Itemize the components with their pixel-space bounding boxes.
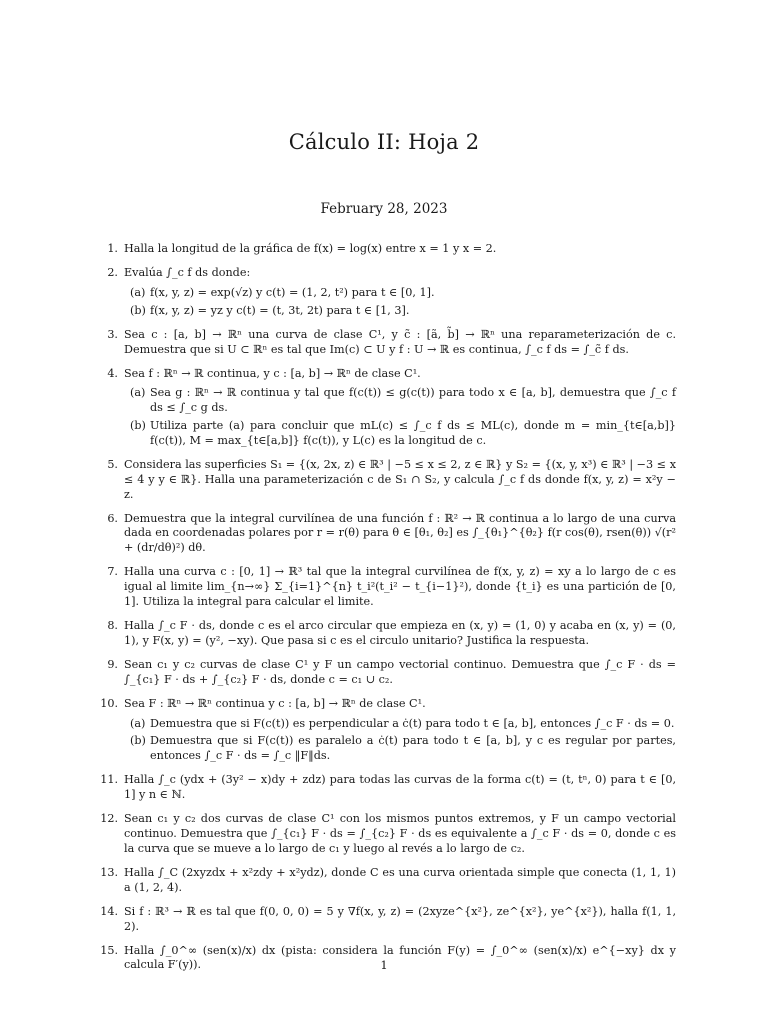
problem-number: 8. — [107, 619, 118, 633]
subproblem-text: Utiliza parte (a) para concluir que mL(c) ≤ ∫_c f ds ≤ ML(c), donde m = min_{t∈[a,b]} f(c(t)), M = max_{t∈[a,b]} f(c(t)), y L(c) es la longitud de c. — [150, 419, 676, 447]
subproblem-item — [124, 286, 676, 301]
problem-text: Si f : ℝ³ → ℝ es tal que f(0, 0, 0) = 5 y ∇f(x, y, z) = (2xyze^{x²}, ze^{x²}, ye^{x²}), halla f(1, 1, 2). — [124, 904, 676, 933]
subproblem-text: Demuestra que si F(c(t)) es perpendicular a ċ(t) para todo t ∈ [a, b], entonces ∫_c F · ds = 0. — [150, 716, 675, 730]
subproblem-text: Demuestra que si F(c(t)) es paralelo a ċ(t) para todo t ∈ [a, b], y c es regular por partes, entonces ∫_c F · ds = ∫_c ‖F‖ds. — [150, 734, 676, 763]
subproblem-item — [124, 419, 676, 449]
problem-item — [96, 565, 676, 609]
problem-item — [96, 658, 676, 688]
problem-number: 12. — [100, 812, 118, 826]
problem-text: Halla una curva c : [0, 1] → ℝ³ tal que la integral curvilínea de f(x, y, z) = xy a lo largo de c es igual al limite lim_{n→∞} Σ_{i=1}^{n} t_i²(t_i² − t_{i−1}²), donde {t_i} es una partición de [0, 1]. Utiliza la integral para calcular el limite. — [124, 565, 676, 608]
problem-number: 9. — [107, 657, 118, 671]
page-number: 1 — [380, 958, 388, 972]
problem-text: Halla ∫_c F · ds, donde c es el arco circular que empieza en (x, y) = (1, 0) y acaba en (x, y) = (0, 1), y F(x, y) = (y², −xy). Que pasa si c es el circulo unitario? Justifica la respuesta. — [124, 619, 676, 647]
subproblem-label: (b) — [130, 734, 146, 748]
problem-text: Demuestra que la integral curvilínea de una función f : ℝ² → ℝ continua a lo largo de una curva dada en coordenadas polares por r = r(θ) para θ ∈ [θ₁, θ₂] es ∫_{θ₁}^{θ₂} f(r cos(θ), rsen(θ)) √(r² + (dr/dθ)²) dθ. — [124, 511, 676, 555]
problem-number: 4. — [107, 366, 118, 380]
problem-item — [96, 242, 676, 257]
problem-text: Sea c : [a, b] → ℝⁿ una curva de clase C¹, y c̃ : [ã, b̃] → ℝⁿ una reparameterización de c. Demuestra que si U ⊂ ℝⁿ es tal que Im(c) ⊂ U y f : U → ℝ es continua, ∫_c f ds = ∫_c̃ f ds. — [124, 327, 676, 356]
subproblem-text: f(x, y, z) = yz y c(t) = (t, 3t, 2t) para t ∈ [1, 3]. — [150, 303, 410, 317]
problem-text: Evalúa ∫_c f ds donde: — [124, 266, 251, 280]
problem-text: Halla ∫_c (ydx + (3y² − x)dy + zdz) para todas las curvas de la forma c(t) = (t, tⁿ, 0) para t ∈ [0, 1] y n ∈ ℕ. — [124, 773, 676, 802]
subproblem-item — [124, 386, 676, 416]
problem-number: 13. — [100, 865, 118, 879]
problem-item — [96, 619, 676, 649]
problem-text: Halla ∫_0^∞ (sen(x)/x) dx (pista: considera la función F(y) = ∫_0^∞ (sen(x)/x) e^{−xy} dx y calcula F′(y)). — [124, 943, 676, 972]
problem-item — [96, 367, 676, 449]
problem-item — [96, 328, 676, 358]
problem-item — [96, 697, 676, 764]
problem-number: 11. — [100, 773, 118, 787]
problem-number: 6. — [107, 511, 118, 525]
problem-list — [96, 242, 676, 983]
document-date: February 28, 2023 — [320, 201, 448, 217]
problem-item — [96, 512, 676, 556]
subproblem-item — [124, 717, 676, 732]
problem-number: 2. — [107, 266, 118, 280]
subproblem-label: (b) — [130, 303, 146, 317]
problem-text: Sea f : ℝⁿ → ℝ continua, y c : [a, b] → ℝⁿ de clase C¹. — [124, 366, 421, 380]
subproblem-list — [124, 386, 676, 448]
problem-number: 3. — [107, 327, 118, 341]
subproblem-label: (a) — [130, 386, 146, 400]
subproblem-label: (a) — [130, 285, 146, 299]
problem-number: 1. — [107, 242, 118, 255]
subproblem-label: (a) — [130, 716, 146, 730]
problem-item — [96, 812, 676, 856]
problem-text: Sean c₁ y c₂ dos curvas de clase C¹ con los mismos puntos extremos, y F un campo vectorial continuo. Demuestra que ∫_{c₁} F · ds = ∫_{c₂} F · ds es equivalente a ∫_c F · ds = 0, donde c es la curva que se mueve a lo largo de c₁ y luego al revés a lo largo de c₂. — [124, 812, 676, 855]
subproblem-label: (b) — [130, 419, 146, 433]
subproblem-text: f(x, y, z) = exp(√z) y c(t) = (1, 2, t²) para t ∈ [0, 1]. — [150, 285, 435, 299]
problem-text: Halla la longitud de la gráfica de f(x) = log(x) entre x = 1 y x = 2. — [124, 242, 497, 255]
problem-number: 15. — [100, 943, 118, 957]
problem-number: 7. — [107, 565, 118, 579]
problem-number: 10. — [100, 696, 118, 710]
problem-text: Sean c₁ y c₂ curvas de clase C¹ y F un campo vectorial continuo. Demuestra que ∫_c F · ds = ∫_{c₁} F · ds + ∫_{c₂} F · ds, donde c = c₁ ∪ c₂. — [124, 657, 676, 686]
problem-number: 5. — [107, 457, 118, 471]
subproblem-item — [124, 734, 676, 764]
subproblem-item — [124, 304, 676, 319]
problem-text: Halla ∫_C (2xyzdx + x²zdy + x²ydz), donde C es una curva orientada simple que conecta (1, 1, 1) a (1, 2, 4). — [124, 865, 676, 894]
problem-item — [96, 905, 676, 935]
problem-text: Sea F : ℝⁿ → ℝⁿ continua y c : [a, b] → ℝⁿ de clase C¹. — [124, 696, 426, 710]
subproblem-list — [124, 717, 676, 764]
problem-item — [96, 458, 676, 502]
problem-item — [96, 773, 676, 803]
subproblem-list — [124, 286, 676, 319]
problem-item — [96, 266, 676, 318]
problem-number: 14. — [100, 904, 118, 918]
problem-text: Considera las superficies S₁ = {(x, 2x, z) ∈ ℝ³ | −5 ≤ x ≤ 2, z ∈ ℝ} y S₂ = {(x, y, x³) ∈ ℝ³ | −3 ≤ x ≤ 4 y y ∈ ℝ}. Halla una parameterización c de S₁ ∩ S₂, y calcula ∫_c f ds donde f(x, y, z) = x²y − z. — [124, 457, 676, 501]
page-title: Cálculo II: Hoja 2 — [288, 130, 480, 154]
subproblem-text: Sea g : ℝⁿ → ℝ continua y tal que f(c(t)) ≤ g(c(t)) para todo x ∈ [a, b], demuestra que ∫_c f ds ≤ ∫_c g ds. — [150, 386, 676, 415]
problem-item — [96, 866, 676, 896]
